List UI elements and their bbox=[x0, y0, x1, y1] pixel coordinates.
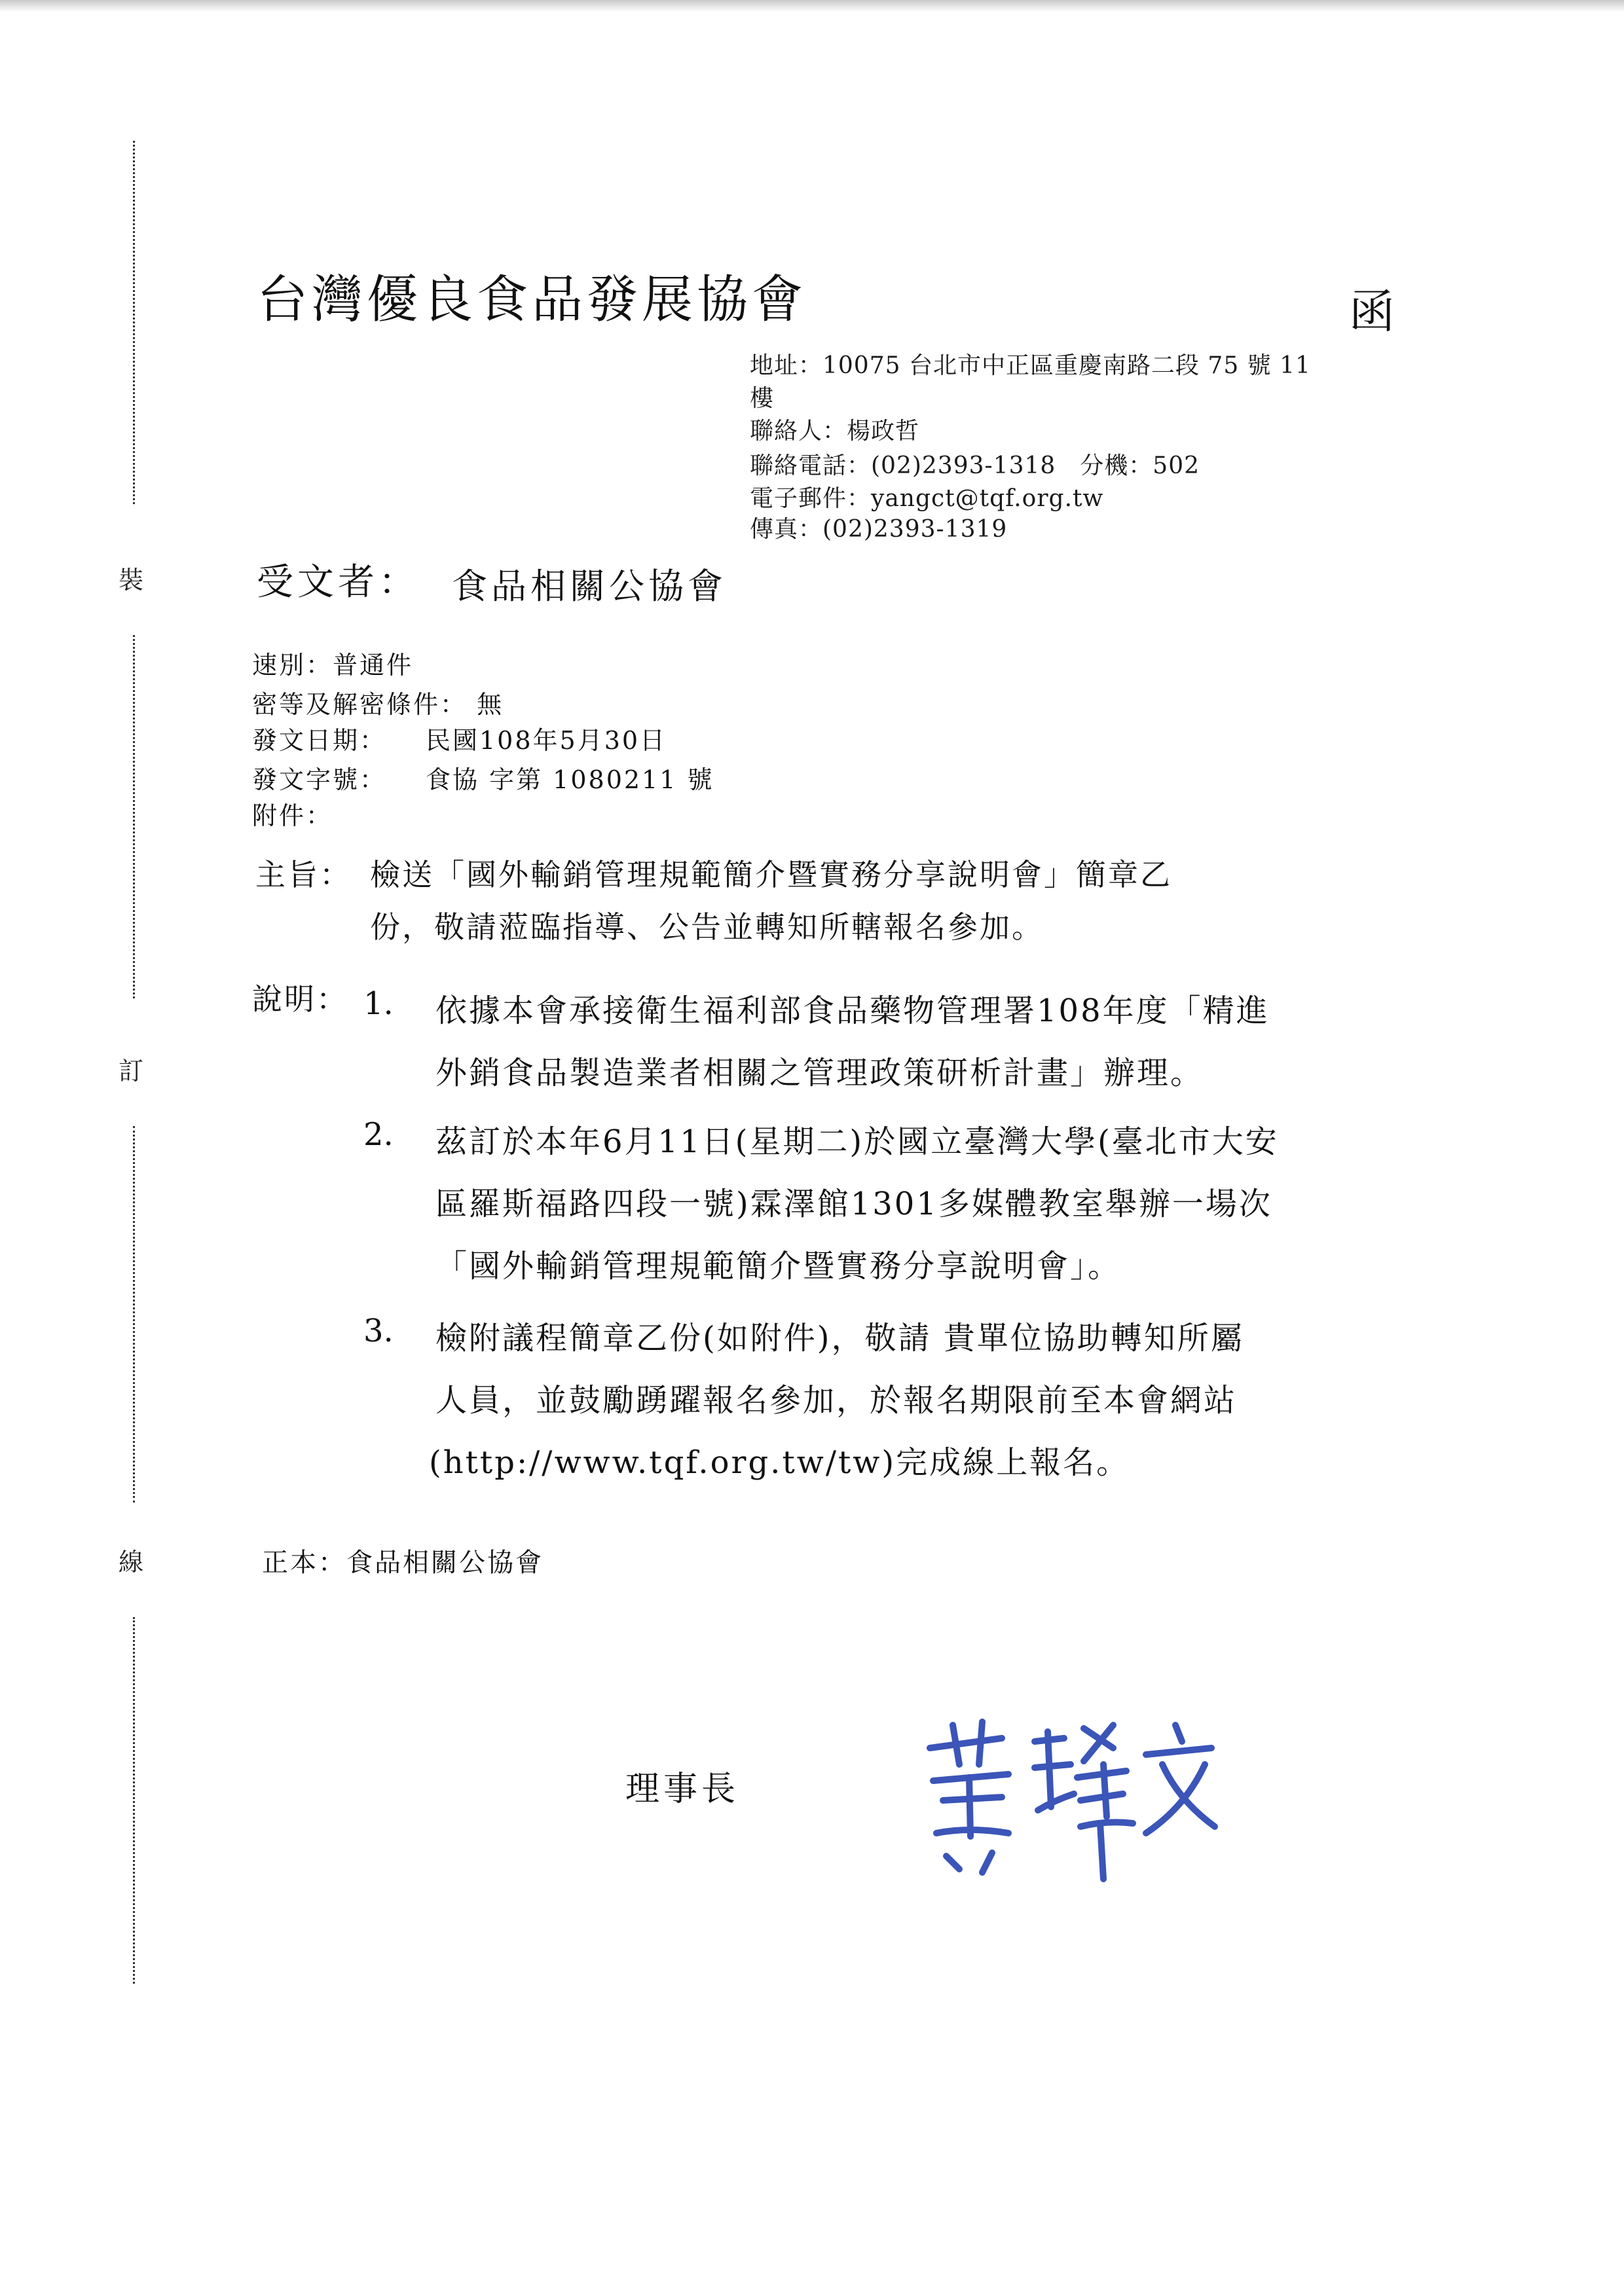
number-value: 食協 字第 1080211 號 bbox=[426, 765, 714, 794]
binding-line bbox=[133, 1126, 135, 1503]
number-label: 發文字號： bbox=[252, 765, 387, 794]
contact-address-cont: 樓 bbox=[750, 385, 775, 412]
item-number: 1. bbox=[363, 985, 394, 1022]
scan-edge bbox=[0, 0, 1624, 12]
subject-label: 主旨： bbox=[255, 857, 352, 892]
item-3-line2: 人員，並鼓勵踴躍報名參加，於報名期限前至本會網站 bbox=[435, 1382, 1238, 1419]
contact-fax: 傳真：(02)2393-1319 bbox=[750, 516, 1008, 543]
binding-mark-xian: 線 bbox=[118, 1548, 143, 1576]
binding-mark-ding: 訂 bbox=[118, 1057, 143, 1085]
chairman-label: 理事長 bbox=[625, 1770, 740, 1809]
organization-name: 台灣優良食品發展協會 bbox=[257, 270, 807, 329]
explanation-label: 說明： bbox=[252, 981, 348, 1017]
date-value: 民國108年5月30日 bbox=[426, 726, 667, 755]
item-number: 3. bbox=[363, 1313, 394, 1349]
contact-address: 地址：10075 台北市中正區重慶南路二段 75 號 11 bbox=[750, 352, 1311, 379]
binding-line bbox=[133, 1617, 135, 1984]
subject-line2: 份，敬請蒞臨指導、公告並轉知所轄報名參加。 bbox=[370, 909, 1044, 945]
attachment-field: 附件： bbox=[252, 801, 333, 830]
recipient-label: 受文者： bbox=[257, 561, 419, 604]
item-1-line2: 外銷食品製造業者相關之管理政策研析計畫」辦理。 bbox=[435, 1055, 1204, 1091]
binding-line bbox=[133, 141, 135, 504]
item-number: 2. bbox=[363, 1116, 394, 1153]
date-label: 發文日期： bbox=[252, 726, 387, 755]
item-3-line1: 檢附議程簡章乙份(如附件)，敬請 貴單位協助轉知所屬 bbox=[435, 1320, 1244, 1357]
secrecy-field: 密等及解密條件： 無 bbox=[252, 690, 504, 719]
chairman-signature bbox=[917, 1702, 1231, 1886]
item-2-line3: 「國外輸銷管理規範簡介暨實務分享說明會」。 bbox=[435, 1248, 1122, 1285]
document-type: 函 bbox=[1349, 285, 1395, 338]
speed-field: 速別：普通件 bbox=[252, 651, 414, 680]
contact-email: 電子郵件：yangct@tqf.org.tw bbox=[750, 485, 1104, 512]
binding-mark-zhuang: 裝 bbox=[118, 566, 143, 594]
subject-line1: 檢送「國外輸銷管理規範簡介暨實務分享說明會」簡章乙 bbox=[370, 857, 1172, 892]
item-1-line1: 依據本會承接衛生福利部食品藥物管理署108年度「精進 bbox=[435, 993, 1270, 1029]
contact-phone: 聯絡電話：(02)2393-1318 分機：502 bbox=[750, 452, 1200, 479]
item-2-line2: 區羅斯福路四段一號)霖澤館1301多媒體教室舉辦一場次 bbox=[435, 1186, 1272, 1222]
item-3-line3: (http://www.tqf.org.tw/tw)完成線上報名。 bbox=[429, 1444, 1130, 1481]
copy-to: 正本：食品相關公協會 bbox=[262, 1548, 544, 1578]
recipient-value: 食品相關公協會 bbox=[452, 566, 727, 607]
contact-person: 聯絡人：楊政哲 bbox=[750, 418, 920, 445]
item-2-line1: 茲訂於本年6月11日(星期二)於國立臺灣大學(臺北市大安 bbox=[435, 1123, 1279, 1160]
binding-line bbox=[133, 635, 135, 998]
